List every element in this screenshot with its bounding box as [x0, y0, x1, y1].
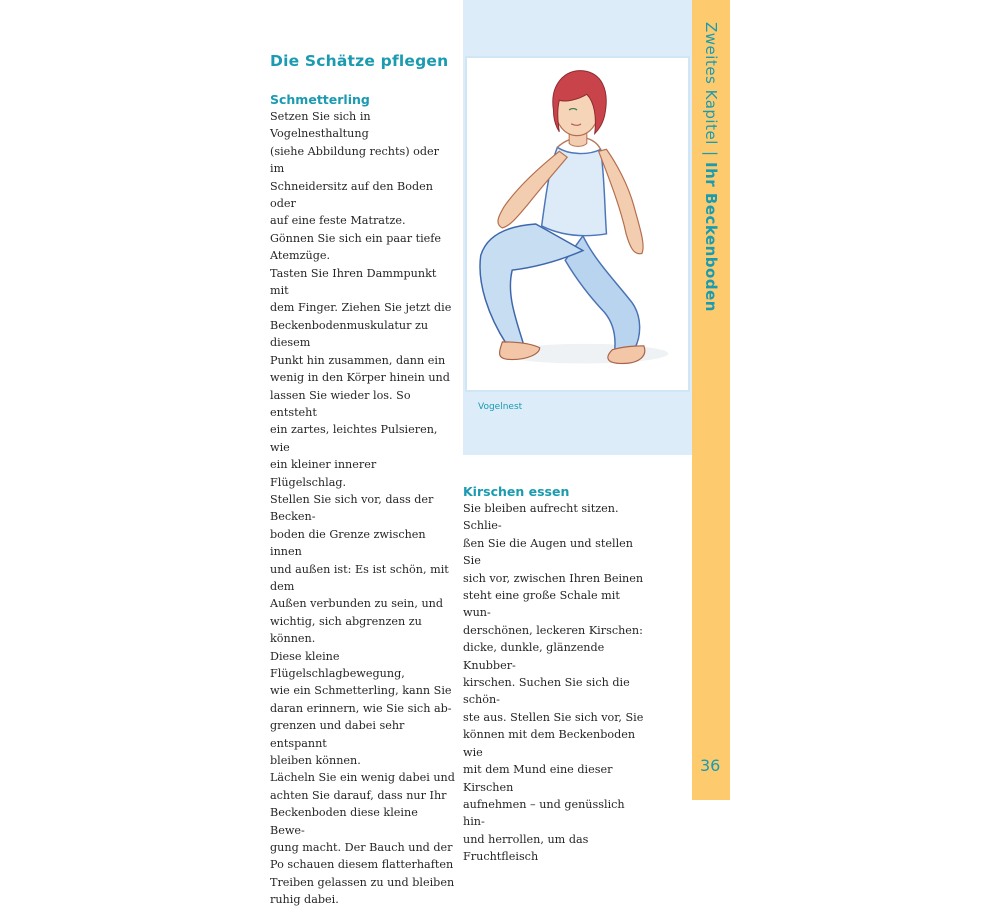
- text-line: Stellen Sie sich vor, dass der Becken-: [270, 492, 434, 524]
- page-number: 36: [700, 756, 721, 775]
- chapter-name: Zweites Kapitel: [702, 22, 720, 145]
- text-line: ste aus. Stellen Sie sich vor, Sie: [463, 710, 644, 724]
- text-line: ein kleiner innerer Flügelschlag.: [270, 458, 377, 489]
- text-line: und außen ist: Es ist schön, mit dem: [270, 562, 449, 593]
- text-line: ein zartes, leichtes Pulsieren, wie: [270, 423, 438, 454]
- text-line: Schneidersitz auf den Boden oder: [270, 179, 433, 211]
- text-line: Atemzüge.: [270, 249, 331, 263]
- section-title-kirschen: Kirschen essen: [463, 484, 570, 499]
- text-line: achten Sie darauf, dass nur Ihr: [270, 788, 447, 802]
- text-line: ruhig dabei.: [270, 893, 339, 907]
- text-line: dem Finger. Ziehen Sie jetzt die: [270, 301, 452, 315]
- section-body-kirschen: [463, 500, 648, 866]
- text-line: Lächeln Sie ein wenig dabei und: [270, 771, 455, 785]
- text-line: Po schauen diesem flatterhaften: [270, 858, 454, 872]
- text-line: grenzen und dabei sehr entspannt: [270, 719, 405, 750]
- text-line: wenig in den Körper hinein und: [270, 371, 450, 385]
- text-line: bleiben können.: [270, 754, 361, 768]
- text-line: Gönnen Sie sich ein paar tiefe: [270, 231, 442, 245]
- text-line: gung macht. Der Bauch und der: [270, 841, 453, 855]
- figure-frame: [465, 56, 690, 392]
- text-line: Setzen Sie sich in Vogelnesthaltung: [270, 110, 371, 141]
- text-line: mit dem Mund eine dieser Kirschen: [463, 763, 613, 794]
- text-line: Beckenbodenmuskulatur zu diesem: [270, 318, 429, 350]
- text-line: lassen Sie wieder los. So entsteht: [270, 388, 411, 419]
- section-title-schmetterling: Schmetterling: [270, 92, 370, 107]
- figure-caption: Vogelnest: [478, 402, 523, 412]
- page-heading: Die Schätze pflegen: [270, 52, 449, 70]
- text-line: daran erinnern, wie Sie sich ab-: [270, 701, 452, 715]
- chapter-label: [693, 22, 729, 342]
- text-line: Außen verbunden zu sein, und: [270, 597, 444, 611]
- text-line: Diese kleine Flügelschlagbewegung,: [270, 649, 405, 680]
- text-line: Punkt hin zusammen, dann ein: [270, 353, 446, 367]
- section-body-schmetterling: [270, 108, 455, 909]
- text-line: auf eine feste Matratze.: [270, 214, 406, 228]
- woman-sitting-illustration: [467, 58, 688, 390]
- text-line: sich vor, zwischen Ihren Beinen: [463, 571, 644, 585]
- text-line: wichtig, sich abgrenzen zu können.: [270, 614, 422, 646]
- text-line: steht eine große Schale mit wun-: [463, 589, 620, 620]
- left-column: [270, 52, 455, 909]
- text-line: aufnehmen – und genüsslich hin-: [463, 797, 625, 829]
- text-line: Treiben gelassen zu und bleiben: [270, 875, 455, 889]
- text-line: ßen Sie die Augen und stellen Sie: [463, 536, 633, 568]
- text-line: Tasten Sie Ihren Dammpunkt mit: [270, 266, 437, 298]
- text-line: derschönen, leckeren Kirschen:: [463, 623, 643, 637]
- text-line: dicke, dunkle, glänzende Knubber-: [463, 641, 605, 672]
- text-line: Sie bleiben aufrecht sitzen. Schlie-: [463, 502, 619, 533]
- text-line: Beckenboden diese kleine Bewe-: [270, 806, 418, 837]
- right-column: [463, 484, 648, 866]
- text-line: kirschen. Suchen Sie sich die schön-: [463, 676, 630, 707]
- text-line: und herrollen, um das Fruchtfleisch: [463, 832, 589, 864]
- text-line: (siehe Abbildung rechts) oder im: [270, 144, 439, 176]
- text-line: boden die Grenze zwischen innen: [270, 527, 426, 559]
- text-line: wie ein Schmetterling, kann Sie: [270, 684, 452, 698]
- chapter-title: Ihr Beckenboden: [702, 161, 720, 312]
- text-line: können mit dem Beckenboden wie: [463, 728, 636, 759]
- chapter-separator: |: [702, 150, 720, 156]
